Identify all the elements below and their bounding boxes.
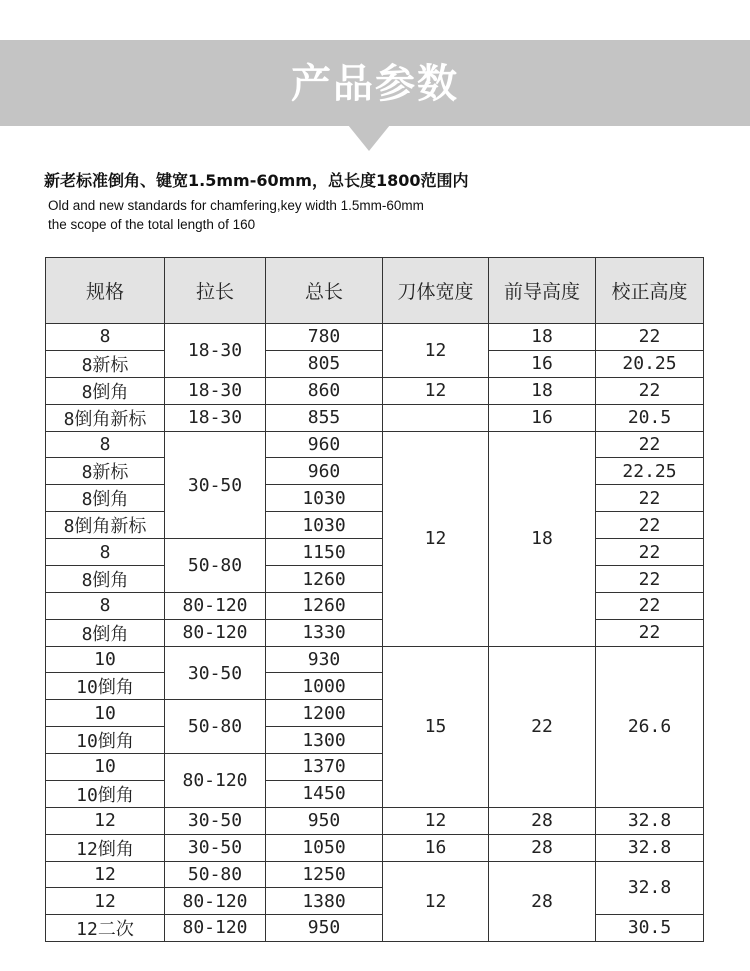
cell-blade-width: 12 [383, 431, 489, 646]
cell-lead-height: 18 [489, 324, 596, 351]
cell-spec: 8倒角新标 [46, 404, 165, 431]
cell-correction-height: 26.6 [596, 646, 704, 807]
cell-spec: 10倒角 [46, 780, 165, 807]
cell-spec: 12二次 [46, 914, 165, 941]
cell-total-length: 1150 [266, 539, 383, 566]
cell-blade-width: 16 [383, 834, 489, 861]
cell-blade-width [383, 404, 489, 431]
cell-total-length: 1030 [266, 512, 383, 539]
cell-correction-height: 22.25 [596, 458, 704, 485]
cell-correction-height: 22 [596, 377, 704, 404]
cell-lead-height: 16 [489, 404, 596, 431]
cell-total-length: 960 [266, 458, 383, 485]
cell-total-length: 1200 [266, 700, 383, 727]
cell-spec: 8倒角 [46, 485, 165, 512]
cell-pull-length: 80-120 [165, 914, 266, 941]
cell-pull-length: 18-30 [165, 377, 266, 404]
cell-spec: 8 [46, 431, 165, 458]
cell-correction-height: 22 [596, 593, 704, 620]
table-row [46, 431, 704, 458]
cell-spec: 12 [46, 888, 165, 915]
cell-total-length: 1030 [266, 485, 383, 512]
cell-pull-length: 30-50 [165, 646, 266, 700]
cell-lead-height: 28 [489, 807, 596, 834]
cell-lead-height: 28 [489, 834, 596, 861]
cell-pull-length: 30-50 [165, 834, 266, 861]
cell-pull-length: 80-120 [165, 888, 266, 915]
cell-total-length: 950 [266, 914, 383, 941]
cell-total-length: 1260 [266, 593, 383, 620]
cell-total-length: 860 [266, 377, 383, 404]
cell-correction-height: 22 [596, 566, 704, 593]
english-description-line1: Old and new standards for chamfering,key width 1.5mm-60mm [48, 198, 424, 213]
table-row [46, 539, 704, 566]
cell-total-length: 1050 [266, 834, 383, 861]
cell-total-length: 960 [266, 431, 383, 458]
table-row [46, 861, 704, 888]
cell-spec: 10倒角 [46, 673, 165, 700]
cell-spec: 8 [46, 593, 165, 620]
table-row [46, 593, 704, 620]
cell-blade-width: 15 [383, 646, 489, 807]
cell-total-length: 1260 [266, 566, 383, 593]
cell-total-length: 855 [266, 404, 383, 431]
header-correction-height: 校正高度 [596, 258, 704, 324]
table-row [46, 404, 704, 431]
cell-spec: 8倒角新标 [46, 512, 165, 539]
headline: 新老标准倒角、键宽1.5mm-60mm，总长度1800范围内 [44, 171, 469, 190]
table-row [46, 350, 704, 377]
cell-correction-height: 22 [596, 431, 704, 458]
cell-pull-length: 50-80 [165, 861, 266, 888]
cell-pull-length: 80-120 [165, 754, 266, 808]
cell-correction-height: 22 [596, 324, 704, 351]
header-lead-height: 前导高度 [489, 258, 596, 324]
cell-spec: 10 [46, 754, 165, 781]
table-row [46, 485, 704, 512]
cell-correction-height: 22 [596, 512, 704, 539]
cell-correction-height: 22 [596, 619, 704, 646]
cell-lead-height: 22 [489, 646, 596, 807]
banner-title: 产品参数 [291, 61, 459, 107]
cell-correction-height: 30.5 [596, 914, 704, 941]
cell-blade-width: 12 [383, 324, 489, 378]
spec-table [45, 257, 704, 942]
header-total-length: 总长 [266, 258, 383, 324]
cell-pull-length: 80-120 [165, 619, 266, 646]
cell-blade-width: 12 [383, 807, 489, 834]
table-row [46, 324, 704, 351]
cell-correction-height: 32.8 [596, 861, 704, 914]
cell-spec: 12 [46, 807, 165, 834]
cell-pull-length: 80-120 [165, 593, 266, 620]
cell-total-length: 1330 [266, 619, 383, 646]
cell-spec: 8新标 [46, 458, 165, 485]
cell-pull-length: 18-30 [165, 324, 266, 378]
cell-lead-height: 18 [489, 431, 596, 646]
header-spec: 规格 [46, 258, 165, 324]
cell-lead-height: 16 [489, 350, 596, 377]
cell-spec: 8倒角 [46, 566, 165, 593]
table-row [46, 807, 704, 834]
cell-blade-width: 12 [383, 377, 489, 404]
table-row [46, 566, 704, 593]
cell-spec: 8 [46, 324, 165, 351]
cell-total-length: 1450 [266, 780, 383, 807]
table-header-row [46, 258, 704, 324]
cell-spec: 8倒角 [46, 619, 165, 646]
cell-lead-height: 28 [489, 861, 596, 941]
cell-pull-length: 30-50 [165, 807, 266, 834]
table-row [46, 458, 704, 485]
cell-total-length: 1250 [266, 861, 383, 888]
cell-total-length: 950 [266, 807, 383, 834]
cell-spec: 8倒角 [46, 377, 165, 404]
cell-spec: 8新标 [46, 350, 165, 377]
cell-correction-height: 20.5 [596, 404, 704, 431]
table-row [46, 619, 704, 646]
english-description-line2: the scope of the total length of 160 [48, 217, 256, 232]
header-pull-length: 拉长 [165, 258, 266, 324]
cell-total-length: 930 [266, 646, 383, 673]
table-row [46, 377, 704, 404]
cell-correction-height: 22 [596, 485, 704, 512]
cell-spec: 10倒角 [46, 727, 165, 754]
cell-spec: 8 [46, 539, 165, 566]
cell-correction-height: 22 [596, 539, 704, 566]
cell-pull-length: 18-30 [165, 404, 266, 431]
table-row [46, 512, 704, 539]
cell-correction-height: 32.8 [596, 807, 704, 834]
header-blade-width: 刀体宽度 [383, 258, 489, 324]
cell-total-length: 1300 [266, 727, 383, 754]
cell-total-length: 780 [266, 324, 383, 351]
cell-total-length: 1380 [266, 888, 383, 915]
cell-spec: 10 [46, 646, 165, 673]
cell-correction-height: 20.25 [596, 350, 704, 377]
cell-total-length: 1000 [266, 673, 383, 700]
cell-correction-height: 32.8 [596, 834, 704, 861]
cell-pull-length: 50-80 [165, 700, 266, 754]
cell-pull-length: 50-80 [165, 539, 266, 593]
banner-down-arrow-icon [348, 125, 390, 151]
table-row [46, 834, 704, 861]
cell-spec: 12 [46, 861, 165, 888]
table-row [46, 914, 704, 941]
cell-spec: 12倒角 [46, 834, 165, 861]
cell-spec: 10 [46, 700, 165, 727]
cell-pull-length: 30-50 [165, 431, 266, 539]
table-row [46, 646, 704, 673]
cell-total-length: 1370 [266, 754, 383, 781]
cell-lead-height: 18 [489, 377, 596, 404]
cell-total-length: 805 [266, 350, 383, 377]
cell-blade-width: 12 [383, 861, 489, 941]
